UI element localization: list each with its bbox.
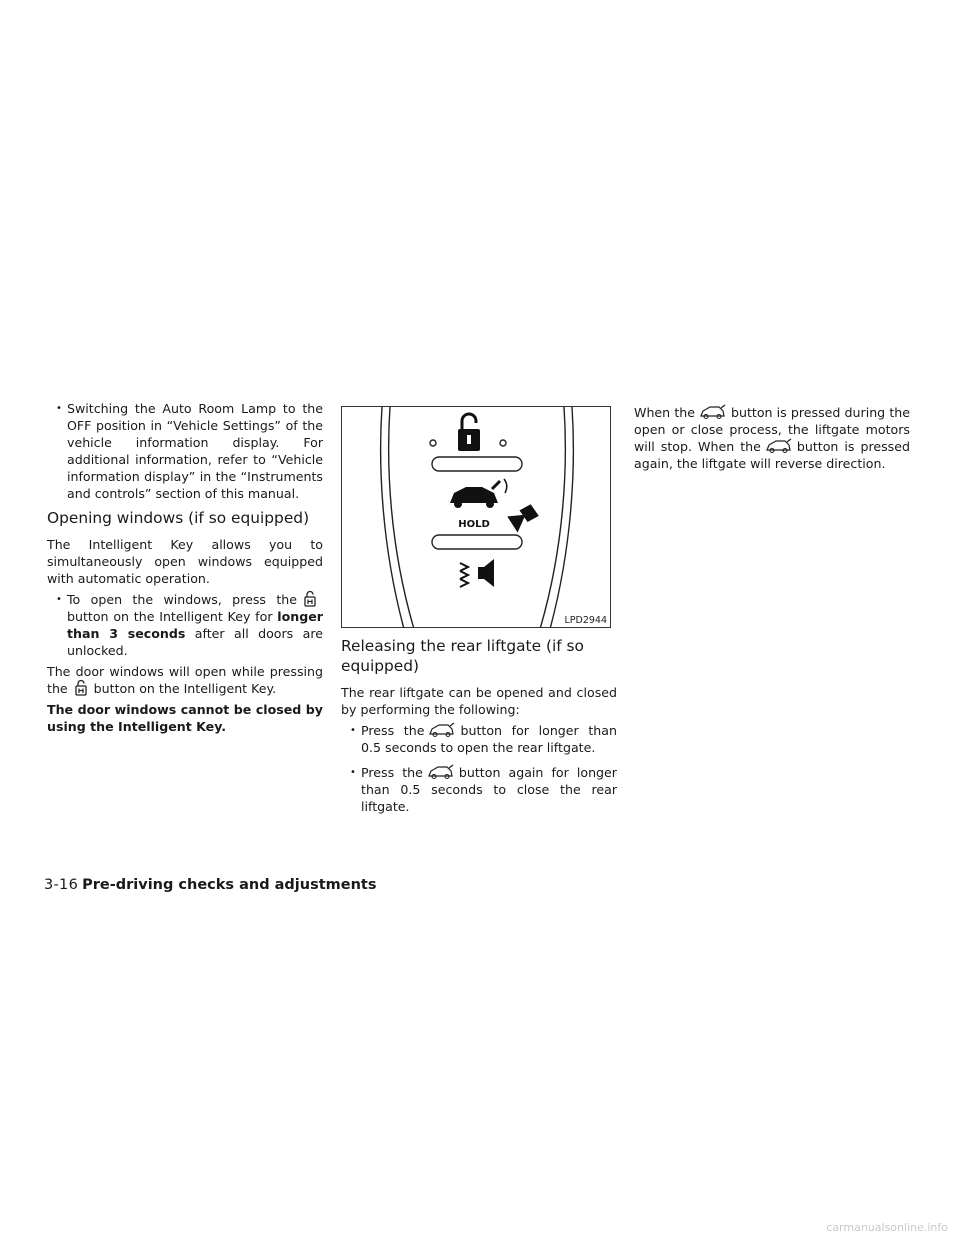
bullet1-text-b: button for longer than 0.5 seconds to open the rear liftgate. bbox=[361, 723, 617, 755]
bullet-open-text-c: after all doors are unlocked. bbox=[67, 626, 323, 658]
para-door-text-a: The door windows will open while pressing the bbox=[47, 664, 323, 696]
para-door-text-b: button on the Intelligent Key. bbox=[93, 681, 277, 696]
press-arrow-icon bbox=[505, 501, 541, 536]
column-middle bbox=[341, 636, 617, 819]
liftgate-button-icon bbox=[699, 404, 727, 420]
bullet2-text-a: Press the bbox=[361, 765, 423, 780]
intelligent-key-illustration bbox=[342, 407, 611, 628]
col3-text-c: button is pressed again, the liftgate will reverse direction. bbox=[634, 439, 910, 471]
bullet-open-text-a: To open the windows, press the bbox=[67, 592, 297, 607]
window-unlock-key-icon bbox=[72, 679, 90, 697]
section-title: Pre-driving checks and adjustments bbox=[82, 877, 377, 893]
unlock-icon bbox=[430, 414, 506, 451]
hold-label: HOLD bbox=[458, 519, 490, 530]
page-footer bbox=[44, 876, 376, 894]
column-right bbox=[634, 404, 910, 476]
col3-text-a: When the bbox=[634, 405, 695, 420]
liftgate-icon bbox=[450, 479, 507, 508]
window-unlock-key-icon bbox=[301, 590, 319, 608]
bullet-open-bold: longer than 3 seconds bbox=[67, 609, 323, 641]
watermark: carmanualsonline.info bbox=[826, 1221, 948, 1234]
bullet-close-liftgate bbox=[341, 764, 617, 815]
liftgate-button-icon bbox=[765, 438, 793, 454]
para-door-windows-open bbox=[47, 663, 323, 697]
col3-text-b: button is pressed during the open or close process, the liftgate motors will stop. When the bbox=[634, 405, 910, 454]
column-left bbox=[47, 400, 323, 739]
para-cannot-close bbox=[47, 701, 323, 735]
heading-releasing-liftgate: Releasing the rear liftgate (if so equipped) bbox=[341, 637, 584, 675]
bullet-open-windows bbox=[47, 591, 323, 659]
para-cannot-close-bold: The door windows cannot be closed by using the Intelligent Key. bbox=[47, 702, 323, 734]
bullet-open-liftgate bbox=[341, 722, 617, 756]
bullet1-text-a: Press the bbox=[361, 723, 425, 738]
panic-alarm-icon bbox=[460, 559, 494, 587]
para-liftgate-intro: The rear liftgate can be opened and closed by performing the following: bbox=[341, 685, 617, 717]
liftgate-button-icon bbox=[427, 764, 455, 780]
bullet2-text-b: button again for longer than 0.5 seconds to close the rear liftgate. bbox=[361, 765, 617, 814]
liftgate-button-icon bbox=[428, 722, 456, 738]
intelligent-key-figure bbox=[341, 406, 611, 628]
page-number: 3-16 bbox=[44, 877, 79, 893]
bullet-auto-room-lamp: • Switching the Auto Room Lamp to the OFF position in “Vehicle Settings” of the vehicle information display. For additional information, refer to “Vehicle information display” in the “Instruments and controls” section of this manual. bbox=[47, 400, 323, 502]
figure-code: LPD2944 bbox=[564, 615, 607, 626]
para-liftgate-stop bbox=[634, 404, 910, 472]
bullet-open-text-b: button on the Intelligent Key for bbox=[67, 609, 273, 624]
para-intelligent-key-allows: The Intelligent Key allows you to simultaneously open windows equipped with automatic operation. bbox=[47, 537, 323, 586]
heading-opening-windows: Opening windows (if so equipped) bbox=[47, 509, 310, 527]
